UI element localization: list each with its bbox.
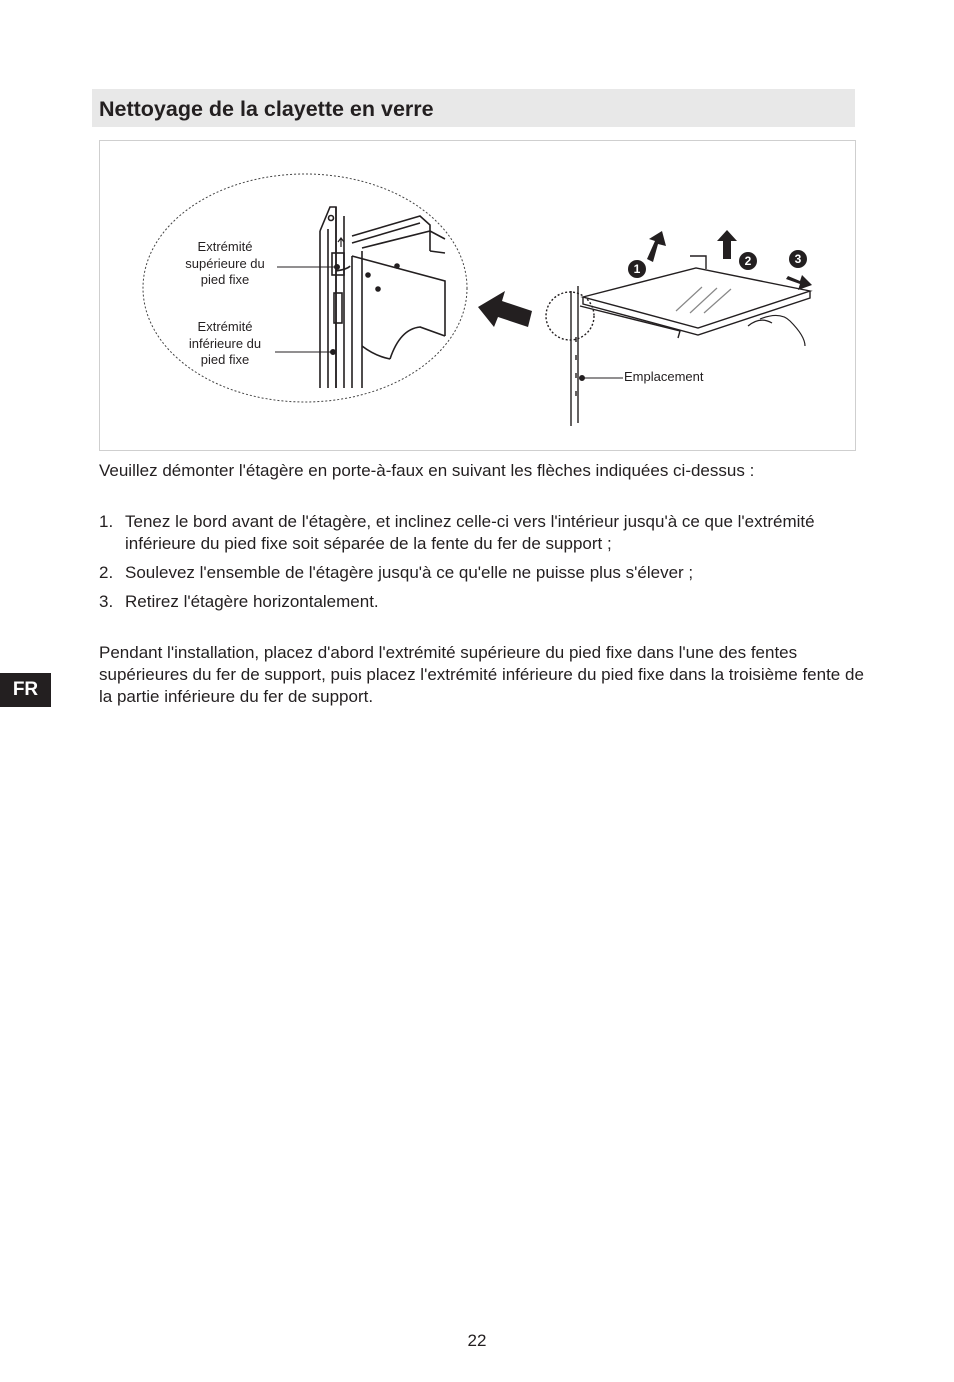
installation-paragraph: Pendant l'installation, placez d'abord l'extrémité supérieure du pied fixe dans l'une des fentes supérieures du fer de support, puis placez l'extrémité inférieure du pied fixe dans la troisième fente de la partie inférieure du fer de support. xyxy=(99,643,864,706)
step-text: Soulevez l'ensemble de l'étagère jusqu'à ce qu'elle ne puisse plus s'élever ; xyxy=(125,563,694,582)
callout-lower-foot: Extrémité inférieure du pied fixe xyxy=(188,319,262,367)
callout-upper-foot: Extrémité supérieure du pied fixe xyxy=(185,239,265,287)
step-marker-2-label: 2 xyxy=(744,254,752,268)
support-rail-detail xyxy=(320,207,445,388)
page-number: 22 xyxy=(467,1331,487,1350)
illustration-drawing xyxy=(100,141,855,450)
step-text: Retirez l'étagère horizontalement. xyxy=(125,592,379,611)
right-shelf-drawing xyxy=(546,256,810,426)
step-number: 2. xyxy=(99,563,114,582)
step-item xyxy=(99,591,864,613)
callout-location: Emplacement xyxy=(624,369,704,384)
step-number: 3. xyxy=(99,592,114,611)
section-header xyxy=(92,89,855,127)
intro-paragraph: Veuillez démonter l'étagère en porte-à-faux en suivant les flèches indiquées ci-dessus : xyxy=(99,461,755,480)
step-marker-3-label: 3 xyxy=(794,252,802,266)
raise-arrow-icon xyxy=(717,230,737,259)
shelf-removal-illustration xyxy=(99,140,856,451)
lift-arrow-icon xyxy=(647,231,666,262)
steps-list xyxy=(99,511,864,620)
step-text: Tenez le bord avant de l'étagère, et inclinez celle-ci vers l'intérieur jusqu'à ce que l'extrémité inférieure du pied fixe soit séparée de la fente du fer de support ; xyxy=(125,512,815,553)
pull-arrow-icon xyxy=(786,275,812,290)
step-item xyxy=(99,511,864,555)
step-item xyxy=(99,562,864,584)
step-number: 1. xyxy=(99,512,114,531)
direction-arrow-icon xyxy=(478,291,532,327)
section-title: Nettoyage de la clayette en verre xyxy=(99,97,434,121)
language-tab: FR xyxy=(0,673,51,707)
step-marker-1-label: 1 xyxy=(633,262,641,276)
